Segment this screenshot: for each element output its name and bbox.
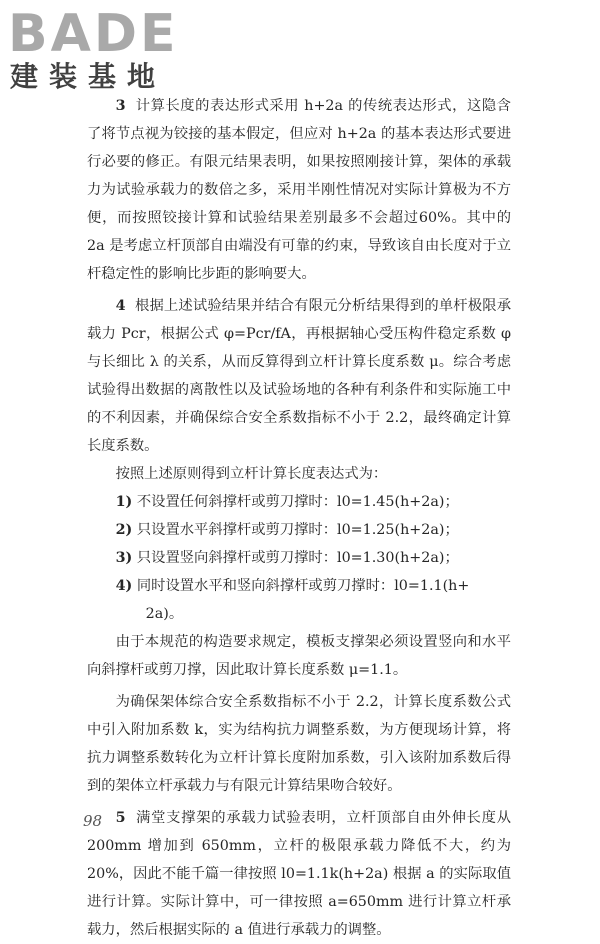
intro-line: 按照上述原则得到立杆计算长度表达式为： xyxy=(115,466,388,482)
logo-brand: BADE xyxy=(8,4,179,64)
list-text: 只设置竖向斜撑杆或剪刀撑时：l0=1.30(h+2a)； xyxy=(136,550,459,566)
list-item xyxy=(87,572,511,600)
paragraph-3 xyxy=(87,92,511,288)
list-item xyxy=(87,488,511,516)
list-item xyxy=(87,544,511,572)
list-number: 2) xyxy=(115,522,133,538)
paragraph-text: 计算长度的表达形式采用 h+2a 的传统表达形式，这隐含了将节点视为铰接的基本假定，但应对 h+2a 的基本表达形式要进行必要的修正。有限元结果表明，如果按照刚接计算，架体的承载力为试验承载力的数倍之多，采用半刚性情况对实际计算极为不方便，而按照铰接计算和试验结果差别最多不会超过60%。其中的 2a 是考虑立杆顶部自由端没有可靠的约束，导致该自由长度对于立杆稳定性的影响比步距的影响要大。 xyxy=(87,98,511,282)
logo-subtitle: 建装基地 xyxy=(10,60,167,93)
paragraph-mu: 由于本规范的构造要求规定，模板支撑架必须设置竖向和水平向斜撑杆或剪刀撑，因此取计算长度系数 μ=1.1。 xyxy=(87,634,511,678)
list-number: 3) xyxy=(115,550,133,566)
paragraph-5 xyxy=(87,804,511,944)
list-item xyxy=(87,516,511,544)
list-text: 只设置水平斜撑杆或剪刀撑时：l0=1.25(h+2a)； xyxy=(136,522,459,538)
clause-number: 4 xyxy=(115,298,126,314)
list-item-continuation: 2a)。 xyxy=(145,606,184,622)
paragraph-4 xyxy=(87,292,511,460)
paragraph-k: 为确保架体综合安全系数指标不小于 2.2，计算长度系数公式中引入附加系数 k，实为结构抗力调整系数，为方便现场计算，将抗力调整系数转化为立杆计算长度附加系数，引入该附加系数后得到的架体立杆承载力与有限元计算结果吻合较好。 xyxy=(87,694,511,794)
logo xyxy=(8,6,188,96)
list-text: 不设置任何斜撑杆或剪刀撑时：l0=1.45(h+2a)； xyxy=(136,494,459,510)
page-number: 98 xyxy=(83,812,103,830)
paragraph-text: 根据上述试验结果并结合有限元分析结果得到的单杆极限承载力 Pcr，根据公式 φ=Pcr/fA，再根据轴心受压构件稳定系数 φ 与长细比 λ 的关系，从而反算得到立杆计算长度系数 μ。综合考虑试验得出数据的离散性以及试验场地的各种有利条件和实际施工中的不利因素，并确保综合安全系数指标不小于 2.2，最终确定计算长度系数。 xyxy=(87,298,511,454)
clause-number: 3 xyxy=(115,98,126,114)
clause-number: 5 xyxy=(115,810,126,826)
page-content xyxy=(87,92,511,944)
paragraph-text: 满堂支撑架的承载力试验表明，立杆顶部自由外伸长度从 200mm 增加到 650mm，立杆的极限承载力降低不大，约为 20%，因此不能千篇一律按照 l0=1.1k(h+2a) 根据 a 的实际取值进行计算。实际计算中，可一律按照 a=650mm 进行计算立杆承载力，然后根据实际的 a 值进行承载力的调整。 xyxy=(87,810,511,938)
list-number: 4) xyxy=(115,578,133,594)
list-text: 同时设置水平和竖向斜撑杆或剪刀撑时：l0=1.1(h+ xyxy=(136,578,470,594)
list-number: 1) xyxy=(115,494,133,510)
